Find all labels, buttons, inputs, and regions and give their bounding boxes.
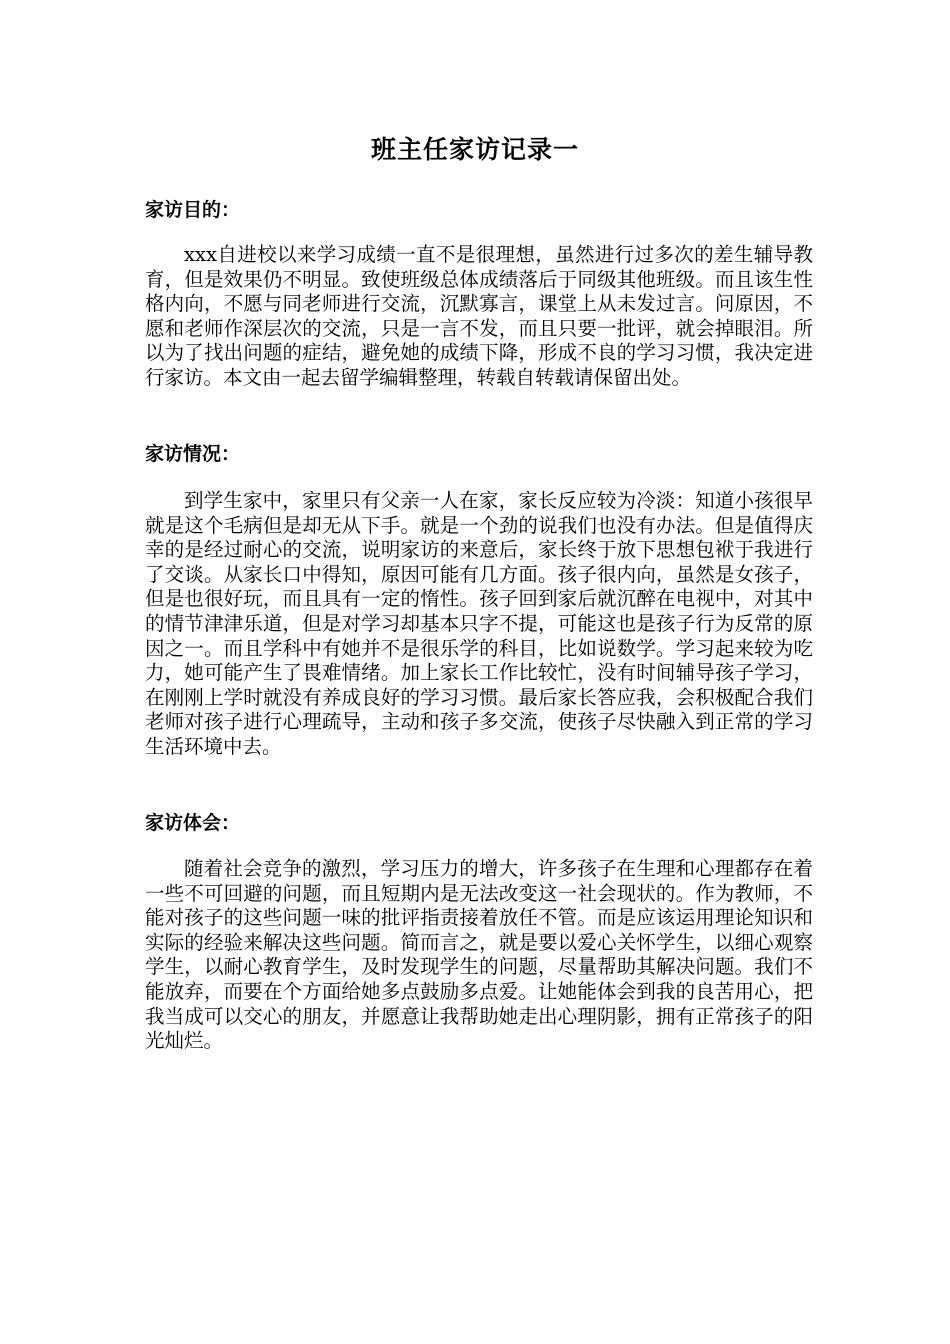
section-heading-situation: 家访情况： (145, 443, 241, 465)
section-body-reflection: 随着社会竞争的激烈，学习压力的增大，许多孩子在生理和心理都存在着一些不可回避的问题，而且短期内是无法改变这一社会现状的。作为教师，不能对孩子的这些问题一味的批评指责接着放任不管。而是应该运用理论知识和实际的经验来解决这些问题。简而言之，就是要以爱心关怀学生，以细心观察学生，以耐心教育学生，及时发现学生的问题，尽量帮助其解决问题。我们不能放弃，而要在个方面给她多点鼓励多点爱。让她能体会到我的良苦用心，把我当成可以交心的朋友，并愿意让我帮助她走出心理阴影，拥有正常孩子的阳光灿烂。 (145, 857, 813, 1053)
section-body-situation: 到学生家中，家里只有父亲一人在家，家长反应较为冷淡：知道小孩很早就是这个毛病但是却无从下手。就是一个劲的说我们也没有办法。但是值得庆幸的是经过耐心的交流，说明家访的来意后，家长终于放下思想包袱于我进行了交谈。从家长口中得知，原因可能有几方面。孩子很内向，虽然是女孩子，但是也很好玩，而且具有一定的惰性。孩子回到家后就沉醉在电视中，对其中的情节津津乐道，但是对学习却基本只字不提，可能这也是孩子行为反常的原因之一。而且学科中有她并不是很乐学的科目，比如说数学。学习起来较为吃力，她可能产生了畏难情绪。加上家长工作比较忙，没有时间辅导孩子学习，在刚刚上学时就没有养成良好的学习习惯。最后家长答应我，会积极配合我们老师对孩子进行心理疏导，主动和孩子多交流，使孩子尽快融入到正常的学习生活环境中去。 (145, 489, 813, 758)
document-title: 班主任家访记录一 (370, 135, 579, 164)
section-heading-reflection: 家访体会： (145, 812, 241, 834)
section-heading-purpose: 家访目的： (145, 199, 241, 221)
section-body-purpose: xxx自进校以来学习成绩一直不是很理想，虽然进行过多次的差生辅导教育，但是效果仍不明显。致使班级总体成绩落后于同级其他班级。而且该生性格内向，不愿与同老师进行交流，沉默寡言，课堂上从未发过言。问原因，不愿和老师作深层次的交流，只是一言不发，而且只要一批评，就会掉眼泪。所以为了找出问题的症结，避免她的成绩下降，形成不良的学习习惯，我决定进行家访。本文由一起去留学编辑整理，转载自转载请保留出处。 (145, 243, 813, 389)
